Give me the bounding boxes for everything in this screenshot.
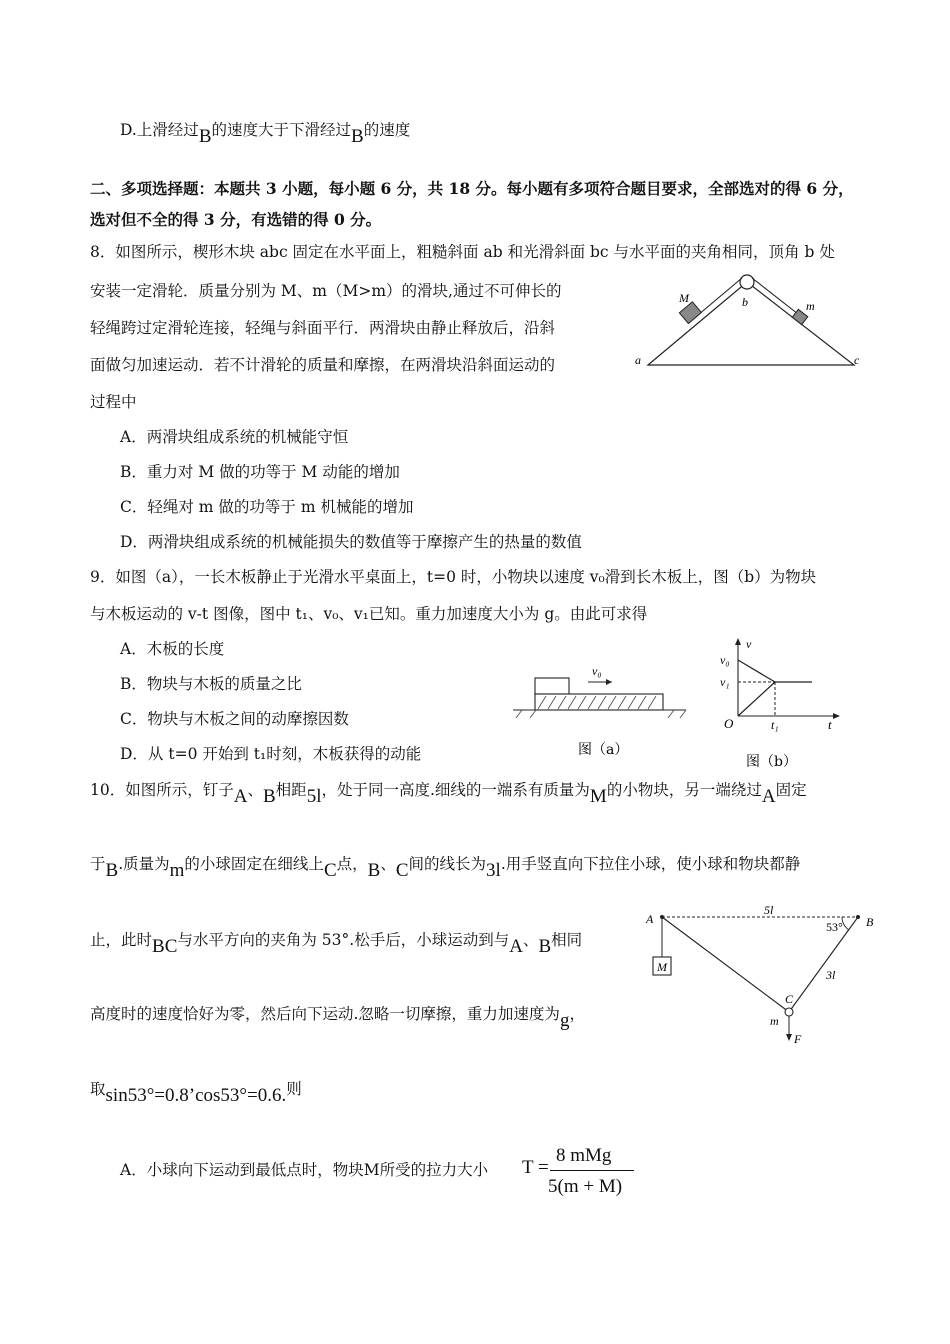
- q10-formula-denominator: 5(m + M): [548, 1176, 623, 1197]
- label-b: b: [742, 295, 748, 309]
- label-v: v: [746, 637, 752, 651]
- label-F: F: [794, 1032, 802, 1046]
- label-5l: 5l: [764, 903, 774, 917]
- q8-option-b: B．重力对 M 做的功等于 M 动能的增加: [120, 463, 400, 481]
- caption-b: 图（b）: [746, 754, 797, 770]
- q9-option-a: A．木板的长度: [120, 640, 225, 658]
- label-angle: 53°: [826, 920, 843, 934]
- label-m: m: [806, 299, 815, 313]
- q8-option-d: D．两滑块组成系统的机械能损失的数值等于摩擦产生的热量的数值: [120, 533, 582, 551]
- caption-a: 图（a）: [578, 742, 629, 758]
- q10-line1: 10．如图所示，钉子A、B相距5l，处于同一高度.细线的一端系有质量为M的小物块，另一端绕过A固定: [90, 781, 807, 807]
- q7-option-d: D.上滑经过B的速度大于下滑经过B的速度: [120, 121, 411, 147]
- q10-line3: 止，此时BC与水平方向的夹角为 53°.松手后，小球运动到与A、B相同: [90, 931, 583, 957]
- q9-line2: 与木板运动的 v-t 图像，图中 t₁、v₀、v₁已知。重力加速度大小为 g。由此可求得: [90, 605, 648, 623]
- label-v1: v₁: [720, 675, 730, 689]
- q10-line4: 高度时的速度恰好为零，然后向下运动.忽略一切摩擦，重力加速度为g，: [90, 1005, 585, 1031]
- label-3l: 3l: [826, 968, 836, 982]
- label-M: M: [657, 960, 667, 974]
- q8-option-c: C．轻绳对 m 做的功等于 m 机械能的增加: [120, 498, 414, 516]
- q10-fraction-bar: [550, 1170, 634, 1171]
- label-v0: v₀: [592, 664, 602, 678]
- label-t: t: [828, 717, 832, 732]
- label-M: M: [679, 291, 689, 305]
- q10-line5: 取sin53°=0.8’cos53°=0.6.则: [90, 1080, 302, 1106]
- label-B: B: [866, 915, 874, 929]
- q10-formula-numerator: 8 mMg: [556, 1145, 612, 1166]
- q8-line2: 安装一定滑轮．质量分别为 M、m（M>m）的滑块,通过不可伸长的: [90, 282, 562, 300]
- q8-line5: 过程中: [90, 393, 137, 411]
- q9-line1: 9．如图（a），一长木板静止于光滑水平桌面上，t=0 时，小物块以速度 v₀滑到长木板上，图（b）为物块: [90, 568, 817, 586]
- label-C: C: [785, 992, 794, 1006]
- q10-option-a: A．小球向下运动到最低点时，物块M所受的拉力大小: [120, 1161, 489, 1179]
- q9-option-c: C．物块与木板之间的动摩擦因数: [120, 710, 349, 728]
- q9-option-b: B．物块与木板的质量之比: [120, 675, 302, 693]
- q8-line1: 8．如图所示，楔形木块 abc 固定在水平面上，粗糙斜面 ab 和光滑斜面 bc 与水平面的夹角相同，顶角 b 处: [90, 243, 835, 261]
- q8-line3: 轻绳跨过定滑轮连接，轻绳与斜面平行．两滑块由静止释放后，沿斜: [90, 319, 556, 337]
- q9-figure-a: [508, 660, 688, 760]
- q10-formula-lhs: T =: [522, 1157, 549, 1178]
- section2-heading-line2: 选对但不全的得 3 分，有选错的得 0 分。: [90, 210, 382, 229]
- label-m: m: [770, 1014, 779, 1028]
- q8-wedge-figure: [630, 270, 870, 375]
- label-t1: t₁: [771, 718, 779, 732]
- label-O: O: [724, 716, 734, 731]
- label-a: a: [635, 353, 641, 367]
- q8-line4: 面做匀加速运动．若不计滑轮的质量和摩擦，在两滑块沿斜面运动的: [90, 356, 556, 374]
- q9-figure-b: [718, 634, 848, 774]
- section2-heading-line1: 二、多项选择题：本题共 3 小题，每小题 6 分，共 18 分。每小题有多项符合题目要求，全部选对的得 6 分，: [90, 179, 854, 198]
- q10-figure: [640, 905, 880, 1050]
- label-c: c: [854, 353, 860, 367]
- q10-line2: 于B.质量为m的小球固定在细线上C点，B、C间的线长为3l.用手竖直向下拉住小球，使小球和物块都静: [90, 855, 801, 881]
- label-A: A: [646, 912, 654, 926]
- label-v0: v₀: [720, 653, 730, 667]
- q8-option-a: A．两滑块组成系统的机械能守恒: [120, 428, 349, 446]
- q9-option-d: D．从 t=0 开始到 t₁时刻，木板获得的动能: [120, 745, 422, 763]
